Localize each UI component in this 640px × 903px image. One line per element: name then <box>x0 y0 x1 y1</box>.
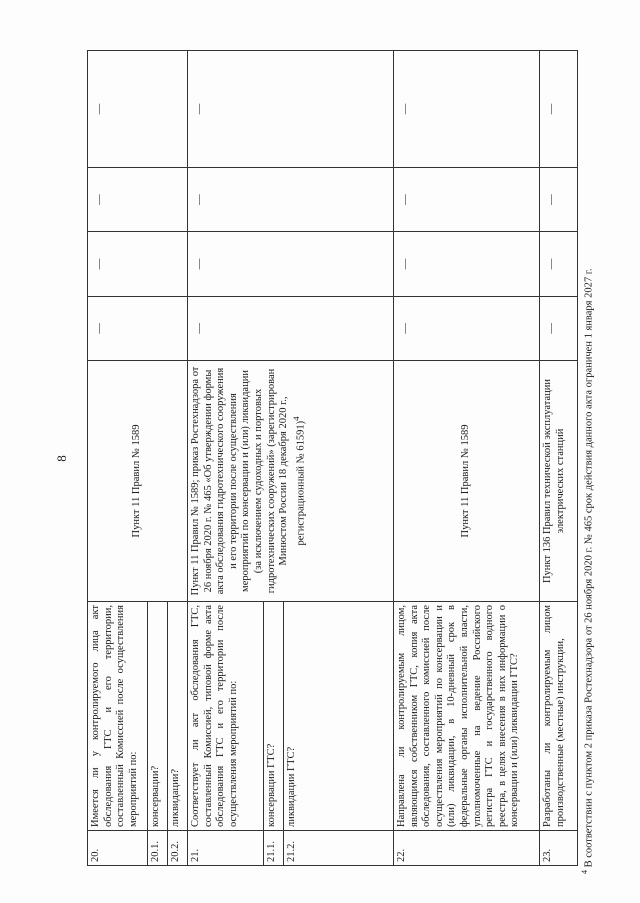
table-row <box>188 51 264 866</box>
row-question: Имеется ли у контролируемого лица акт обследования ГТС и его территории, составленный Комиссией после осуществления мероприятий по: <box>88 602 148 831</box>
footnote <box>580 74 596 874</box>
row-mark: — <box>540 232 578 296</box>
table-row <box>540 51 578 866</box>
row-mark: — <box>394 296 540 360</box>
row-mark: — <box>540 51 578 168</box>
row-question: консервации? <box>148 602 168 831</box>
row-question: ликвидации? <box>168 602 188 831</box>
footnote-marker: 4 <box>290 416 301 421</box>
row-number: 20.2. <box>168 831 188 866</box>
row-mark: — <box>88 51 188 168</box>
row-reference: Пункт 11 Правил № 1589 <box>88 361 188 602</box>
page-number: 8 <box>53 455 69 462</box>
row-question: Разработаны ли контролируемым лицом производственные (местные) инструкции, <box>540 602 578 831</box>
table-row <box>394 51 540 866</box>
row-mark: — <box>188 51 394 168</box>
row-mark: — <box>188 168 394 232</box>
row-number: 21. <box>188 831 264 866</box>
row-question: Направлена ли контролируемым лицом, являющимся собственником ГТС, копия акта обследования, составленного комиссией после осуществления мероприятий по консервации и (или) ликвидации, в 10-дневный срок в федеральные органы исполнительной власти, уполномоченные на ведение Российского регистра ГТС и государственного водного реестра, в целях внесения в них информации о консервации и (или) ликвидации ГТС? <box>394 602 540 831</box>
row-reference: Пункт 11 Правил № 1589 <box>394 361 540 602</box>
row-number: 22. <box>394 831 540 866</box>
row-reference <box>188 361 394 602</box>
checklist-table <box>87 50 578 866</box>
row-mark: — <box>188 296 394 360</box>
row-mark: — <box>188 232 394 296</box>
row-mark: — <box>394 51 540 168</box>
row-question: Соответствует ли акт обследования ГТС, составленный Комиссией, типовой форме акта обследования ГТС и его территории после осуществления мероприятий по: <box>188 602 264 831</box>
row-reference: Пункт 136 Правил технической эксплуатации электрических станций <box>540 361 578 602</box>
row-number: 20.1. <box>148 831 168 866</box>
reference-text: Пункт 11 Правил № 1589; приказ Ростехнадзора от 26 ноября 2020 г. № 465 «Об утверждении формы акта обследования гидротехнического сооружения и его территории после осуществления мероприятий по консервации и (или) ликвидации (за исключением судоходных и портовых гидротехнических сооружений» (зарегистрирован Минюстом России 18 декабря 2020 г., регистрационный № 61591) <box>190 366 307 596</box>
footnote-text: В соответствии с пунктом 2 приказа Ростехнадзора от 26 ноября 2020 г. № 465 срок действия данного акта ограничен 1 января 2027 г. <box>583 268 595 870</box>
row-question: консервации ГТС? <box>264 602 284 831</box>
checklist-table-container <box>87 50 577 866</box>
row-mark: — <box>88 296 188 360</box>
row-mark: — <box>394 168 540 232</box>
row-question: ликвидации ГТС? <box>284 602 394 831</box>
row-number: 21.2. <box>284 831 394 866</box>
footnote-number: 4 <box>579 870 589 874</box>
table-row <box>88 51 148 866</box>
row-number: 23. <box>540 831 578 866</box>
row-mark: — <box>540 296 578 360</box>
row-mark: — <box>88 232 188 296</box>
row-mark: — <box>88 168 188 232</box>
row-number: 21.1. <box>264 831 284 866</box>
row-mark: — <box>540 168 578 232</box>
row-mark: — <box>394 232 540 296</box>
row-number: 20. <box>88 831 148 866</box>
